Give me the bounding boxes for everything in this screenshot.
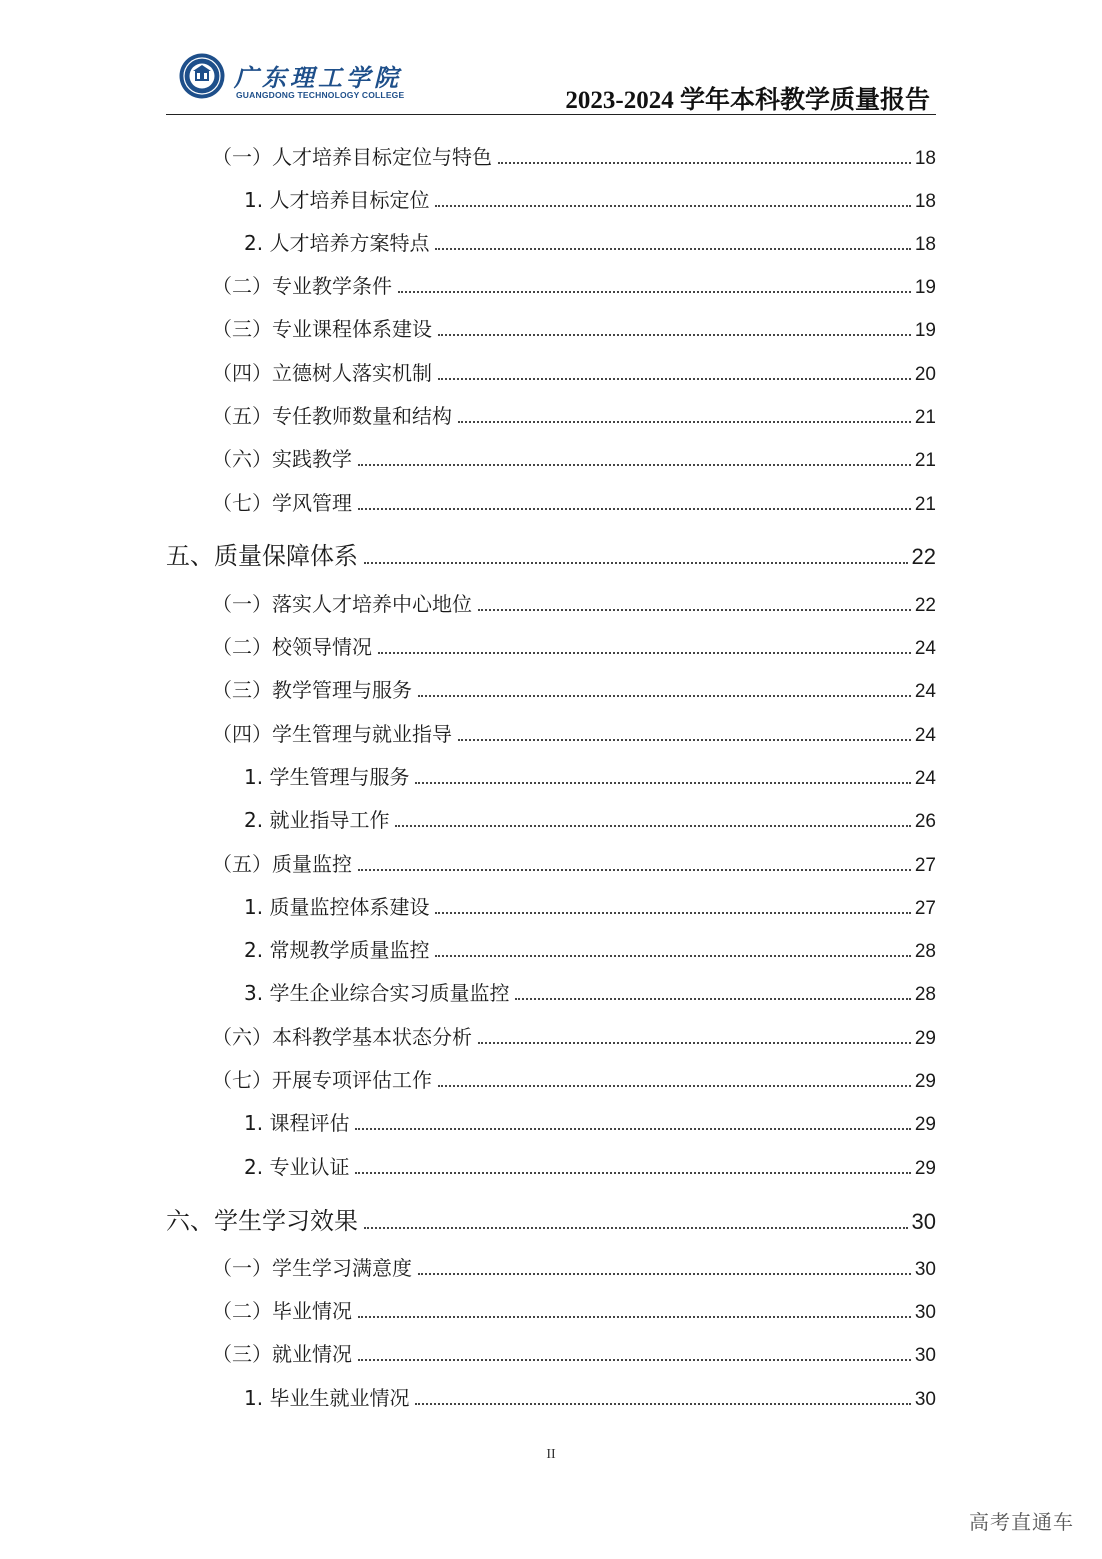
toc-entry-title: （三）就业情况 [212,1342,352,1366]
toc-entry[interactable] [166,891,936,920]
toc-entry-title: 1. 学生管理与服务 [244,765,410,789]
toc-dot-leader [378,652,911,654]
toc-entry-page: 24 [914,768,936,789]
toc-entry[interactable] [166,934,936,963]
toc-entry-title: （一）学生学习满意度 [212,1256,412,1280]
toc-entry[interactable] [166,1338,936,1367]
report-title: 2023-2024 学年本科教学质量报告 [565,87,930,114]
header-divider [166,114,936,115]
toc-dot-leader [358,464,911,466]
toc-entry[interactable] [166,1295,936,1324]
toc-dot-leader [435,955,910,957]
toc-dot-leader [398,291,911,293]
toc-entry[interactable] [166,1382,936,1411]
toc-entry[interactable] [166,1252,936,1281]
toc-entry[interactable] [166,487,936,516]
toc-entry[interactable] [166,848,936,877]
toc-entry[interactable] [166,1201,936,1236]
toc-entry-page: 21 [914,450,936,471]
toc-dot-leader [438,334,911,336]
toc-dot-leader [355,1172,910,1174]
toc-entry-title: （四）立德树人落实机制 [212,361,432,385]
logo-english-name: GUANGDONG TECHNOLOGY COLLEGE [236,90,405,100]
toc-entry-page: 27 [914,898,936,919]
toc-dot-leader [415,1403,910,1405]
toc-entry[interactable] [166,270,936,299]
toc-entry-title: 3. 学生企业综合实习质量监控 [244,981,510,1005]
page-number: II [546,1447,556,1462]
toc-entry-page: 27 [914,855,936,876]
toc-dot-leader [355,1128,910,1130]
toc-entry-page: 24 [914,681,936,702]
toc-entry[interactable] [166,313,936,342]
toc-entry-title: 六、学生学习效果 [166,1207,358,1235]
toc-entry-title: （七）学风管理 [212,491,352,515]
toc-entry[interactable] [166,631,936,660]
toc-entry[interactable] [166,536,936,571]
toc-dot-leader [478,609,911,611]
toc-dot-leader [435,912,910,914]
toc-entry-title: 1. 课程评估 [244,1111,350,1135]
toc-entry[interactable] [166,1151,936,1180]
toc-entry[interactable] [166,588,936,617]
toc-entry-title: 1. 毕业生就业情况 [244,1386,410,1410]
toc-dot-leader [358,1316,911,1318]
toc-entry-page: 30 [911,1209,936,1234]
toc-entry-title: （六）本科教学基本状态分析 [212,1025,472,1049]
toc-entry-page: 28 [914,984,936,1005]
toc-entry-title: （四）学生管理与就业指导 [212,722,452,746]
toc-dot-leader [478,1042,911,1044]
toc-entry-page: 26 [914,811,936,832]
toc-entry-title: 1. 质量监控体系建设 [244,895,430,919]
toc-dot-leader [458,421,911,423]
toc-dot-leader [458,739,911,741]
toc-entry-page: 29 [914,1114,936,1135]
toc-entry[interactable] [166,357,936,386]
toc-entry-page: 24 [914,638,936,659]
toc-entry-page: 18 [914,191,936,212]
toc-entry[interactable] [166,400,936,429]
toc-entry-page: 30 [914,1302,936,1323]
toc-entry[interactable] [166,1107,936,1136]
toc-entry[interactable] [166,674,936,703]
toc-entry-page: 29 [914,1071,936,1092]
toc-entry-title: 2. 人才培养方案特点 [244,231,430,255]
toc-dot-leader [364,562,908,564]
toc-entry[interactable] [166,1021,936,1050]
toc-dot-leader [498,162,911,164]
toc-entry-page: 24 [914,725,936,746]
toc-dot-leader [395,825,910,827]
toc-entry[interactable] [166,1064,936,1093]
toc-dot-leader [358,869,911,871]
toc-dot-leader [418,695,911,697]
toc-dot-leader [418,1273,911,1275]
toc-entry-page: 19 [914,277,936,298]
college-seal-icon [178,52,226,100]
toc-entry-title: 2. 就业指导工作 [244,808,390,832]
toc-dot-leader [364,1227,908,1229]
toc-entry-title: （五）专任教师数量和结构 [212,404,452,428]
toc-entry[interactable] [166,977,936,1006]
toc-entry[interactable] [166,184,936,213]
toc-entry[interactable] [166,141,936,170]
toc-entry-page: 29 [914,1158,936,1179]
toc-dot-leader [358,1359,911,1361]
toc-dot-leader [435,205,910,207]
toc-dot-leader [415,782,910,784]
toc-entry[interactable] [166,227,936,256]
toc-entry-page: 21 [914,407,936,428]
toc-entry-page: 18 [914,148,936,169]
toc-entry-page: 19 [914,320,936,341]
toc-entry[interactable] [166,761,936,790]
toc-entry-page: 21 [914,494,936,515]
logo-chinese-name: 广东理工学院 [234,63,402,92]
toc-entry-title: （六）实践教学 [212,447,352,471]
toc-entry-page: 22 [911,544,936,569]
toc-dot-leader [438,378,911,380]
toc-entry-title: （三）教学管理与服务 [212,678,412,702]
toc-entry-page: 29 [914,1028,936,1049]
toc-entry-page: 30 [914,1389,936,1410]
toc-entry-title: （一）落实人才培养中心地位 [212,592,472,616]
toc-entry-title: （二）专业教学条件 [212,274,392,298]
toc-entry-page: 30 [914,1345,936,1366]
toc-entry-title: 五、质量保障体系 [166,542,358,570]
toc-dot-leader [358,508,911,510]
toc-entry-page: 22 [914,595,936,616]
toc-entry[interactable] [166,804,936,833]
toc-entry-page: 20 [914,364,936,385]
page-header [166,44,936,116]
toc-entry[interactable] [166,443,936,472]
toc-entry-page: 18 [914,234,936,255]
toc-entry-title: （三）专业课程体系建设 [212,317,432,341]
college-logo [178,52,408,108]
toc-entry-page: 30 [914,1259,936,1280]
toc-entry-title: （七）开展专项评估工作 [212,1068,432,1092]
toc-entry-title: （一）人才培养目标定位与特色 [212,145,492,169]
toc-dot-leader [438,1085,911,1087]
toc-entry-title: 1. 人才培养目标定位 [244,188,430,212]
toc-entry-title: 2. 专业认证 [244,1155,350,1179]
toc-dot-leader [435,248,910,250]
toc-entry-title: 2. 常规教学质量监控 [244,938,430,962]
toc-dot-leader [515,998,910,1000]
toc-entry-title: （二）校领导情况 [212,635,372,659]
toc-entry-title: （二）毕业情况 [212,1299,352,1323]
watermark-text: 高考直通车 [969,1510,1074,1534]
toc-entry[interactable] [166,718,936,747]
toc-entry-title: （五）质量监控 [212,852,352,876]
toc-entry-page: 28 [914,941,936,962]
